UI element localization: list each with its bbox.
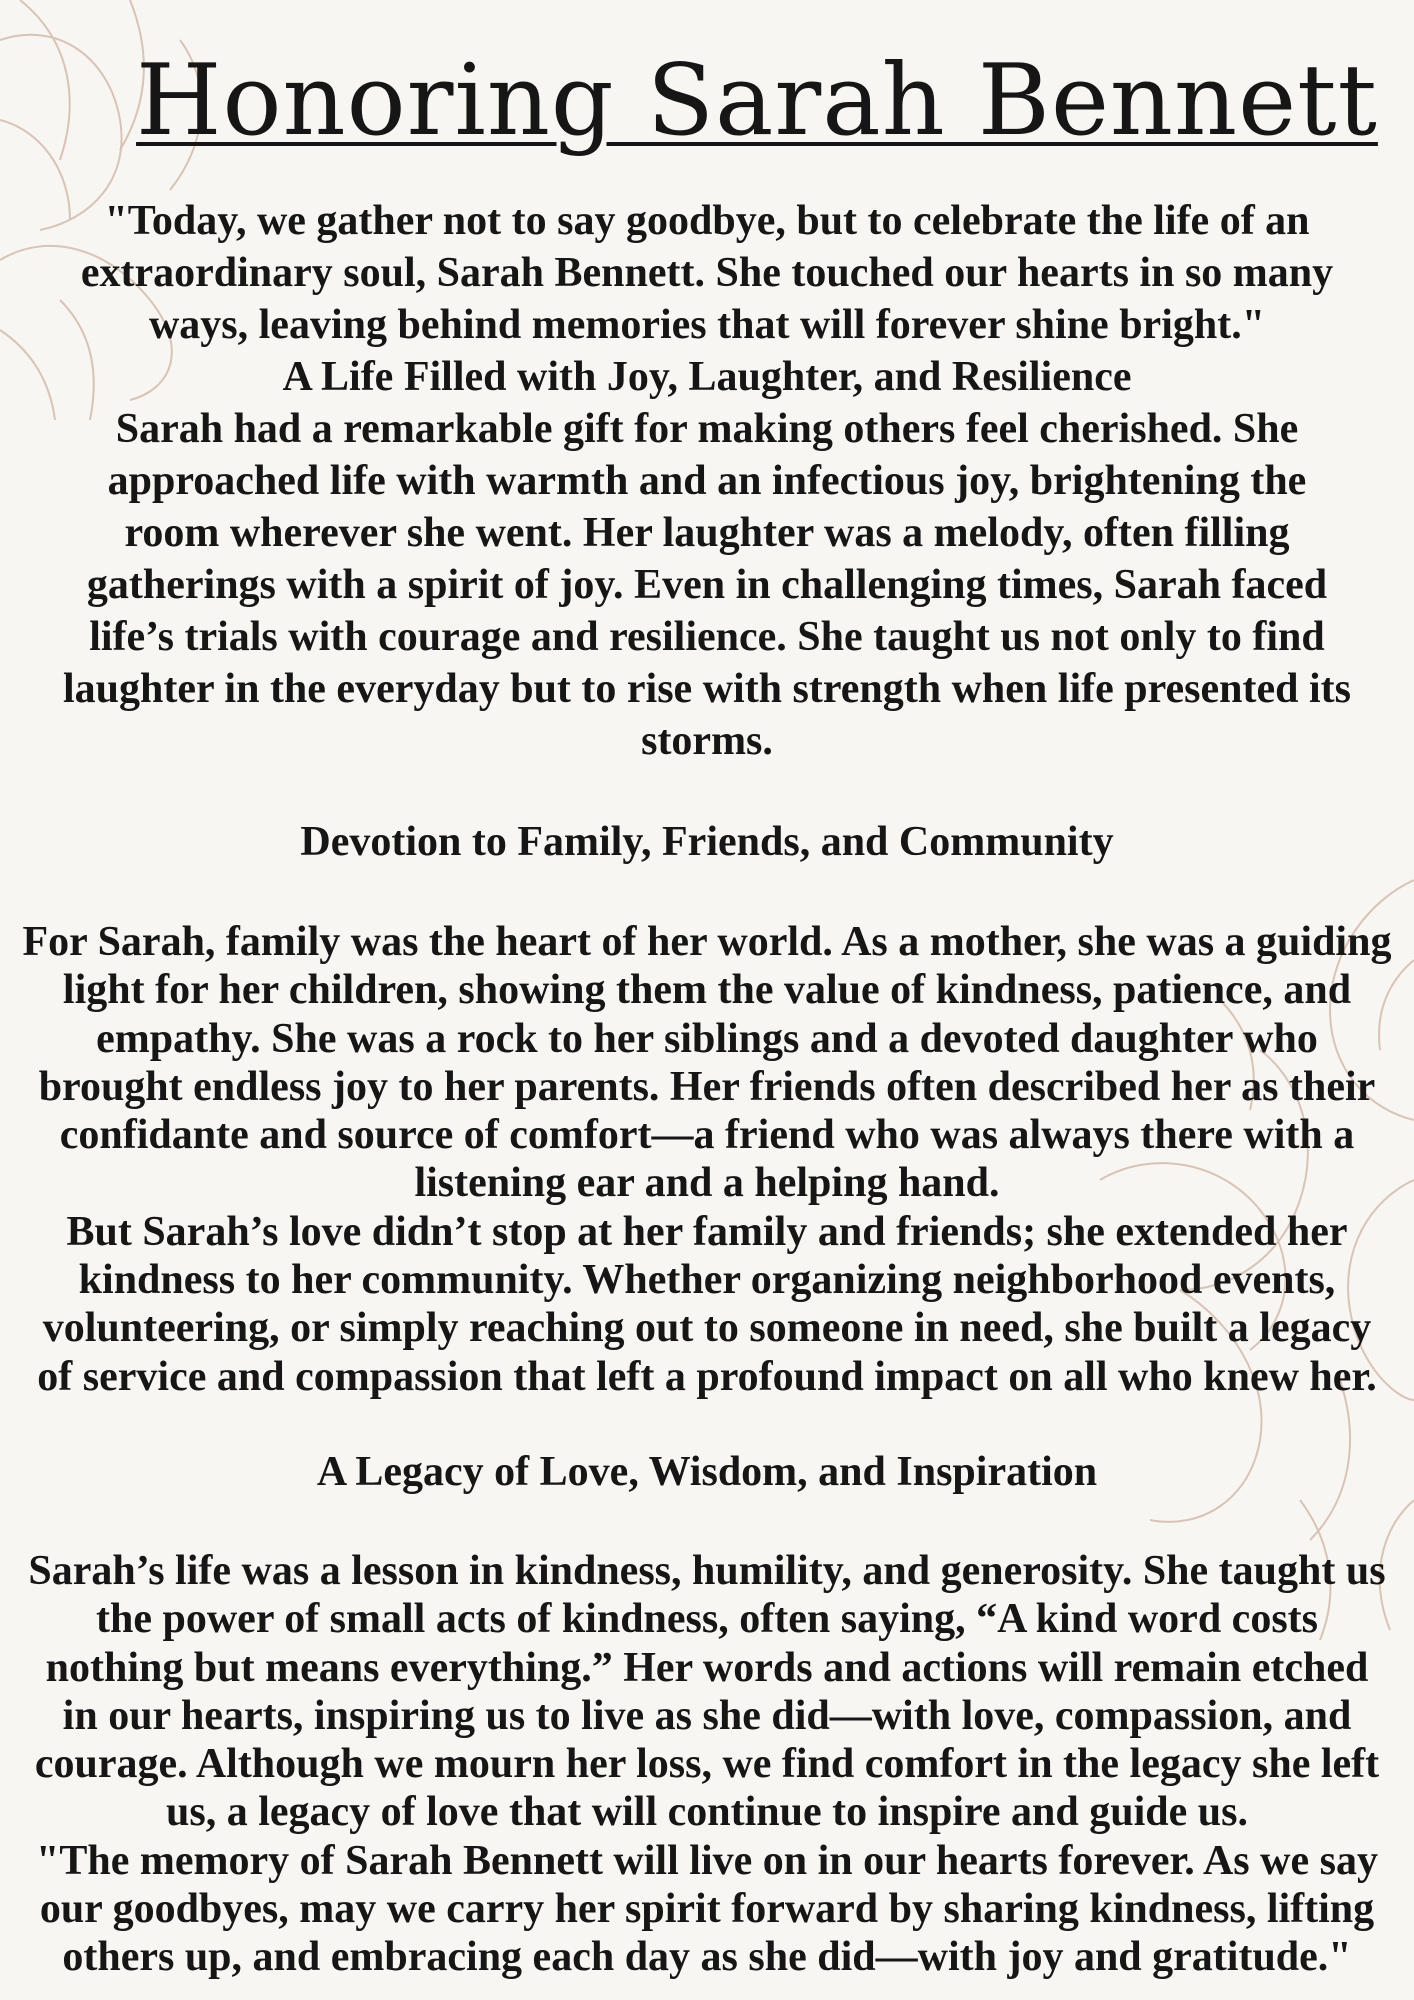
paragraph-line: storms. <box>641 718 773 764</box>
closing-quote-line: "The memory of Sarah Bennett will live on in our hearts forever. As we say <box>36 1837 1378 1884</box>
paragraph-line: in our hearts, inspiring us to live as she did—with love, compassion, and <box>62 1692 1352 1739</box>
paragraph-line: But Sarah’s love didn’t stop at her family and friends; she extended her <box>66 1208 1348 1255</box>
paragraph-line: courage. Although we mourn her loss, we find comfort in the legacy she left <box>34 1741 1380 1788</box>
section-heading-legacy: A Legacy of Love, Wisdom, and Inspiration <box>316 1449 1098 1495</box>
closing-quote-line: others up, and embracing each day as she did—with joy and gratitude." <box>62 1934 1352 1981</box>
section-heading-joy: A Life Filled with Joy, Laughter, and Resilience <box>282 354 1132 400</box>
legacy-section <box>8 1547 1406 1982</box>
paragraph-line: light for her children, showing them the value of kindness, patience, and <box>62 967 1352 1014</box>
paragraph-line: approached life with warmth and an infectious joy, brightening the <box>107 458 1307 504</box>
paragraph-line: volunteering, or simply reaching out to someone in need, she built a legacy <box>42 1305 1372 1352</box>
intro-section <box>8 195 1406 767</box>
paragraph-line: brought endless joy to her parents. Her friends often described her as their <box>38 1063 1376 1110</box>
closing-quote-line: our goodbyes, may we carry her spirit forward by sharing kindness, lifting <box>39 1886 1375 1933</box>
section-heading-devotion: Devotion to Family, Friends, and Community <box>300 819 1114 865</box>
paragraph-line: the power of small acts of kindness, often saying, “A kind word costs <box>96 1596 1318 1643</box>
intro-quote-line: ways, leaving behind memories that will forever shine bright." <box>148 302 1266 348</box>
paragraph-line: listening ear and a helping hand. <box>414 1160 1000 1207</box>
paragraph-line: laughter in the everyday but to rise with strength when life presented its <box>63 666 1351 712</box>
paragraph-line: For Sarah, family was the heart of her world. As a mother, she was a guiding <box>22 919 1392 965</box>
paragraph-line: kindness to her community. Whether organizing neighborhood events, <box>78 1257 1336 1304</box>
paragraph-line: room wherever she went. Her laughter was a melody, often filling <box>124 510 1290 556</box>
paragraph-line: Sarah’s life was a lesson in kindness, humility, and generosity. She taught us <box>28 1548 1386 1594</box>
intro-quote-line: extraordinary soul, Sarah Bennett. She touched our hearts in so many <box>80 250 1334 296</box>
paragraph-line: confidante and source of comfort—a friend who was always there with a <box>59 1112 1355 1159</box>
paragraph-line: life’s trials with courage and resilience. She taught us not only to find <box>89 614 1325 660</box>
paragraph-line: of service and compassion that left a profound impact on all who knew her. <box>37 1353 1377 1400</box>
paragraph-line: nothing but means everything.” Her words and actions will remain etched <box>45 1644 1369 1691</box>
intro-quote-line: "Today, we gather not to say goodbye, but to celebrate the life of an <box>104 198 1310 244</box>
paragraph-line: empathy. She was a rock to her siblings and a devoted daughter who <box>96 1015 1318 1062</box>
paragraph-line: us, a legacy of love that will continue to inspire and guide us. <box>166 1789 1248 1836</box>
paragraph-line: gatherings with a spirit of joy. Even in challenging times, Sarah faced <box>86 562 1328 608</box>
page-title: Honoring Sarah Bennett <box>136 44 1378 158</box>
paragraph-line: Sarah had a remarkable gift for making others feel cherished. She <box>115 406 1299 452</box>
devotion-section <box>8 918 1406 1401</box>
